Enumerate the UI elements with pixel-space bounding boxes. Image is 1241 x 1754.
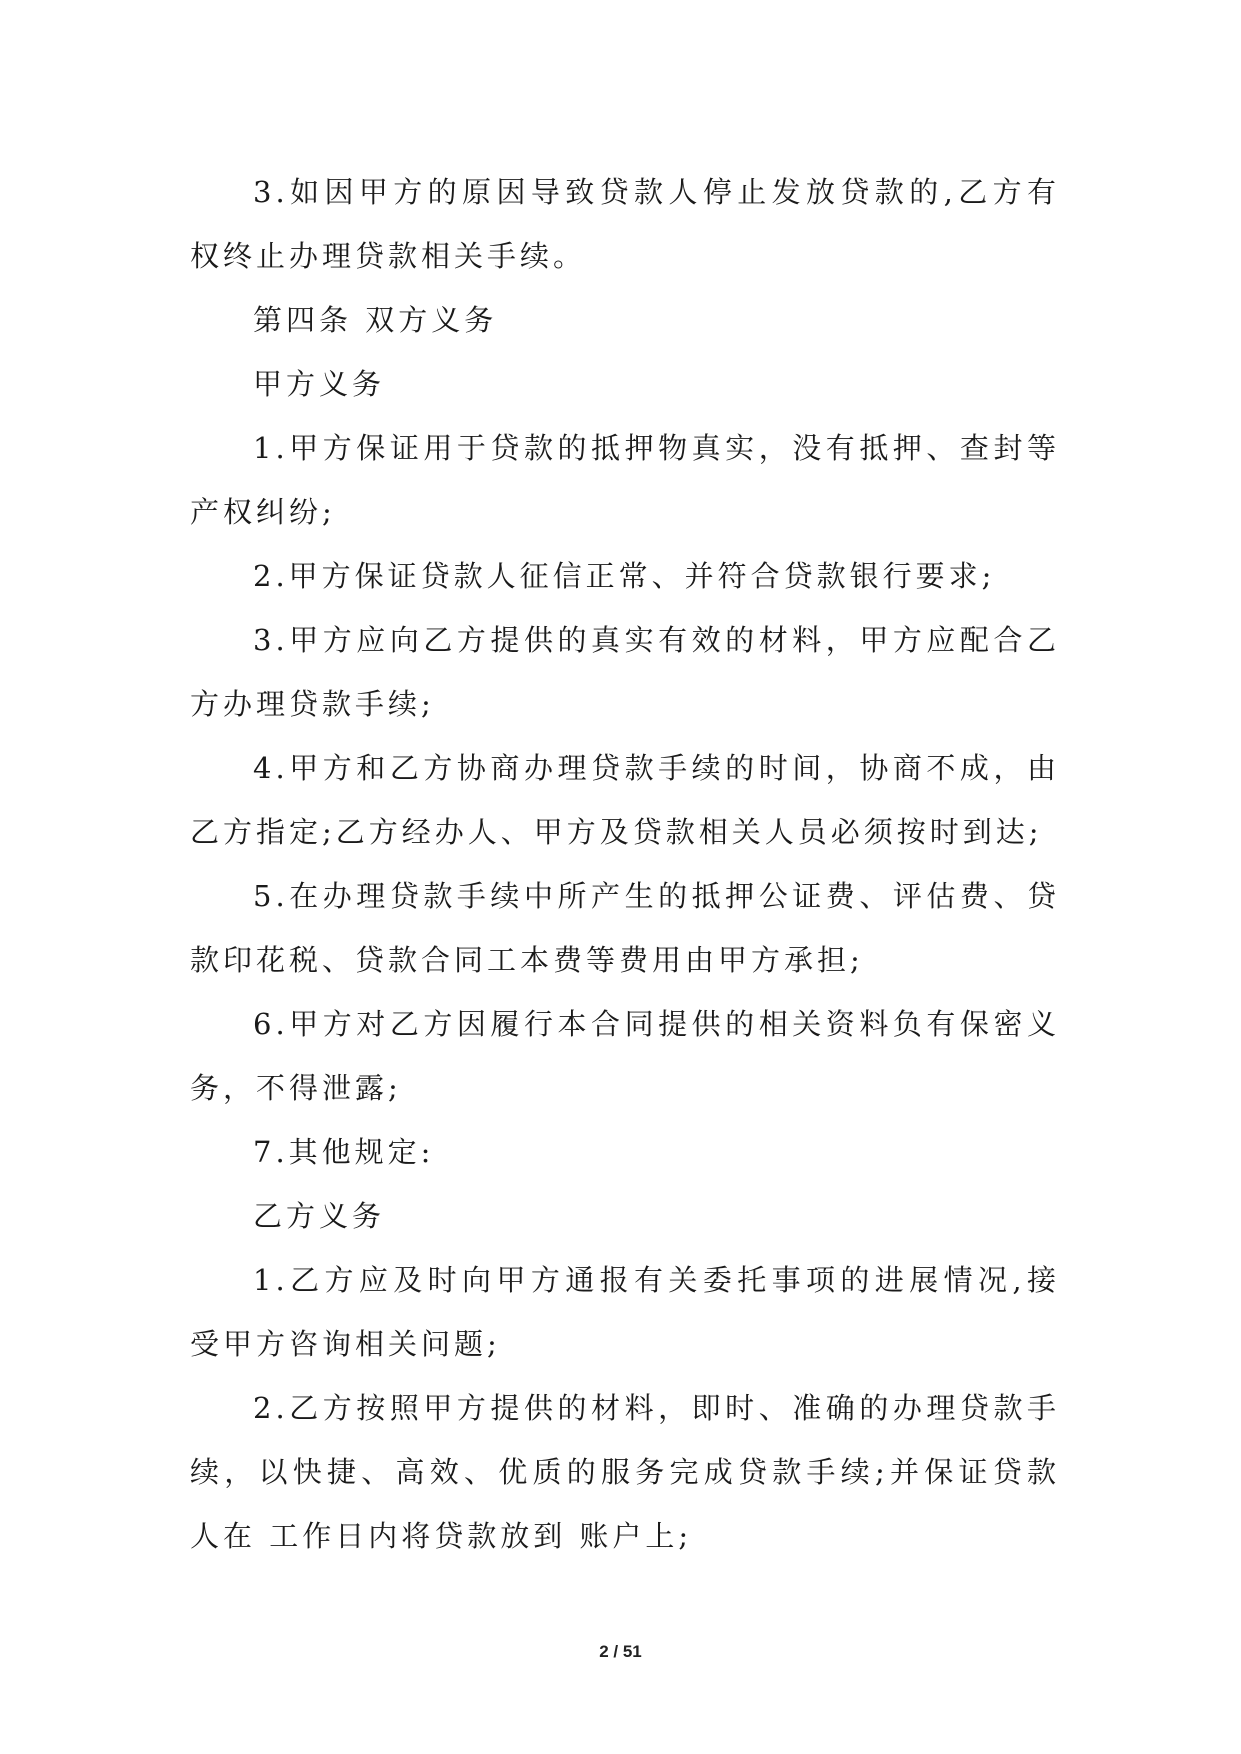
paragraph: 7.其他规定: (253, 1135, 435, 1169)
paragraph: 1.乙方应及时向甲方通报有关委托事项的进展情况,接受甲方咨询相关问题; (190, 1263, 1060, 1361)
paragraph: 2.乙方按照甲方提供的材料，即时、准确的办理贷款手续，以快捷、高效、优质的服务完成贷款手续;并保证贷款人在 工作日内将贷款放到 账户上; (190, 1391, 1060, 1553)
subsection-heading: 乙方义务 (253, 1199, 386, 1233)
paragraph: 6.甲方对乙方因履行本合同提供的相关资料负有保密义务，不得泄露; (190, 1007, 1060, 1105)
page-number: 2 / 51 (599, 1642, 642, 1661)
paragraph: 2.甲方保证贷款人征信正常、并符合贷款银行要求; (253, 559, 996, 593)
document-body (190, 160, 1060, 1568)
section-heading: 第四条 双方义务 (253, 303, 498, 337)
paragraph: 4.甲方和乙方协商办理贷款手续的时间，协商不成，由乙方指定;乙方经办人、甲方及贷款相关人员必须按时到达; (190, 751, 1060, 849)
subsection-heading: 甲方义务 (253, 367, 386, 401)
paragraph: 3.如因甲方的原因导致贷款人停止发放贷款的,乙方有权终止办理贷款相关手续。 (190, 175, 1060, 273)
paragraph: 5.在办理贷款手续中所产生的抵押公证费、评估费、贷款印花税、贷款合同工本费等费用由甲方承担; (190, 879, 1060, 977)
paragraph: 1.甲方保证用于贷款的抵押物真实，没有抵押、查封等产权纠纷; (190, 431, 1060, 529)
paragraph: 3.甲方应向乙方提供的真实有效的材料，甲方应配合乙方办理贷款手续; (190, 623, 1060, 721)
